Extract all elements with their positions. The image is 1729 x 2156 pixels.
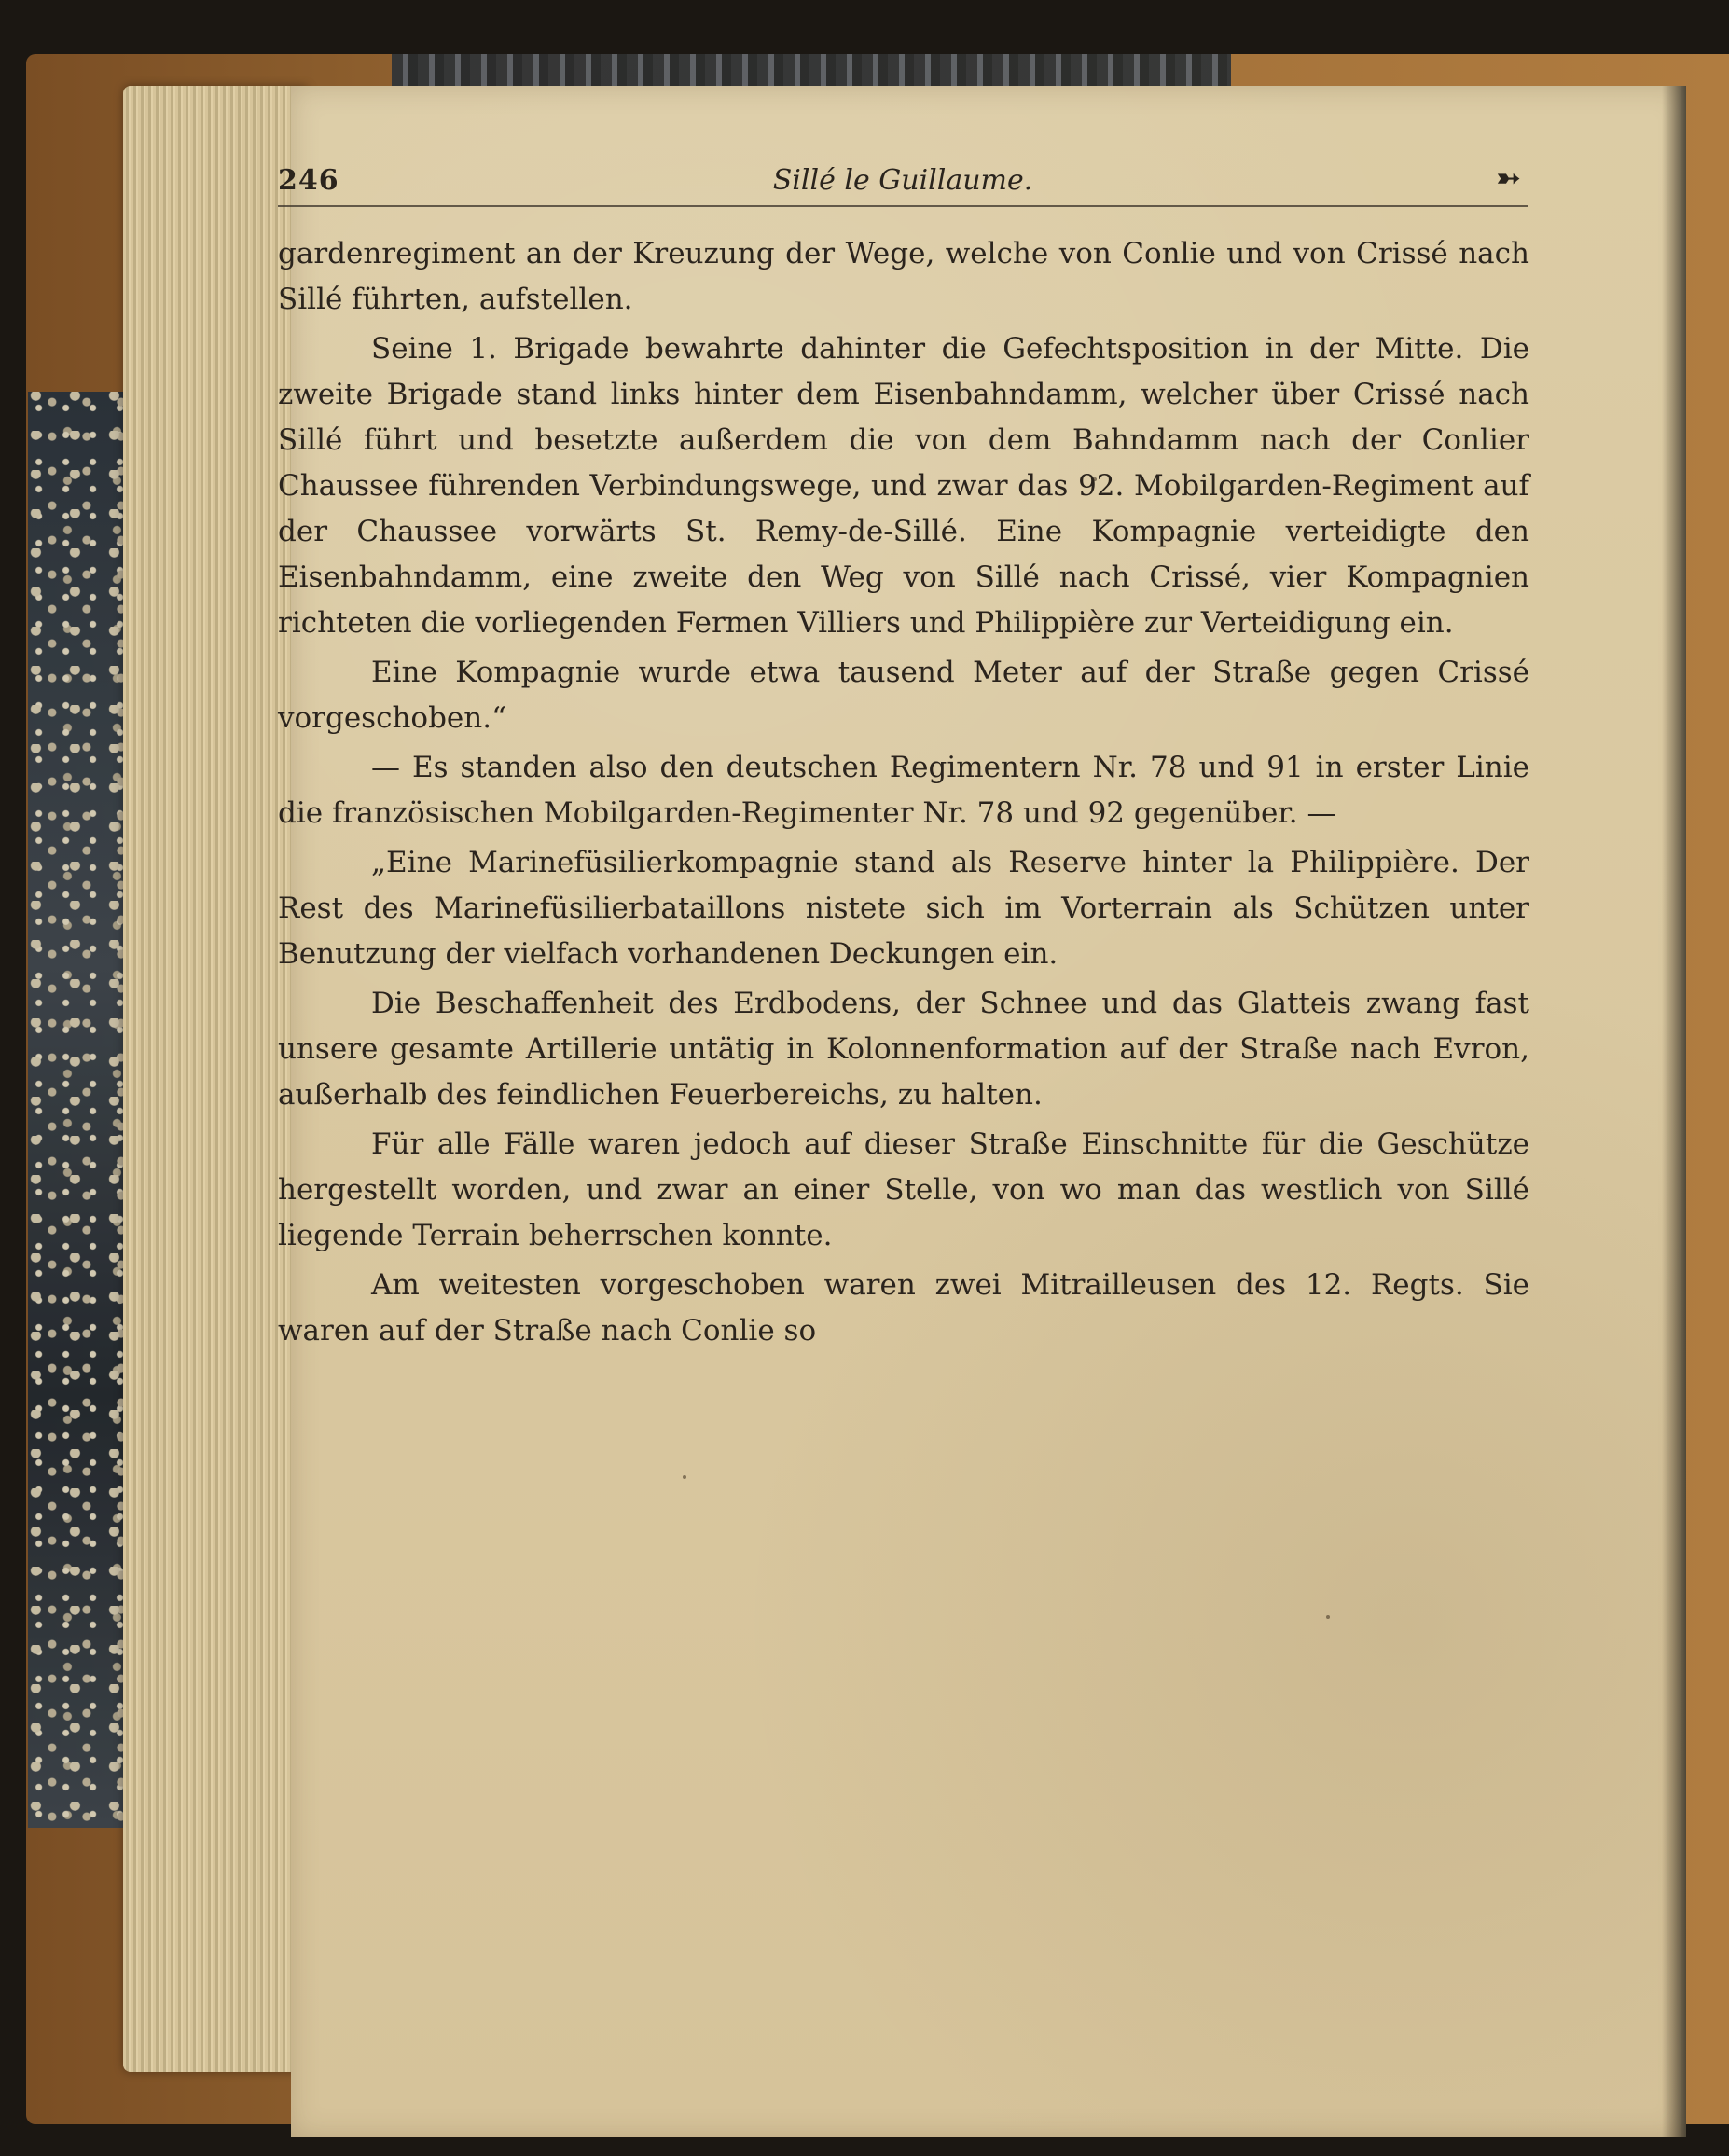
header-rule bbox=[278, 205, 1528, 207]
paragraph: Für alle Fälle waren jedoch auf dieser Straße Einschnitte für die Geschütze hergestellt worden, und zwar an einer Stelle, von wo man das westlich von Sillé liegende Terrain beherrschen konnte. bbox=[278, 1127, 1529, 1252]
paragraph: Eine Kompagnie wurde etwa tausend Meter auf der Straße gegen Crissé vorgeschoben.“ bbox=[278, 656, 1529, 735]
page-gutter-shadow bbox=[1662, 86, 1686, 2137]
page-body bbox=[278, 231, 1529, 1354]
running-title: Sillé le Guillaume. bbox=[772, 164, 1033, 197]
header-ornament-icon: ➳ bbox=[1496, 162, 1520, 195]
paragraph: — Es standen also den deutschen Regimentern Nr. 78 und 91 in erster Linie die französischen Mobilgarden-Regimenter Nr. 78 und 92 gegenüber. — bbox=[278, 751, 1529, 830]
paragraph: Seine 1. Brigade bewahrte dahinter die Gefechtsposition in der Mitte. Die zweite Brigade stand links hinter dem Eisenbahndamm, welcher über Crissé nach Sillé führt und besetzte außerdem die von dem Bahndamm nach der Conlier Chaussee führenden Verbindungswege, und zwar das 92. Mobilgarden-Regiment auf der Chaussee vorwärts St. Remy-de-Sillé. Eine Kompagnie verteidigte den Eisenbahndamm, eine zweite den Weg von Sillé nach Crissé, vier Kompagnien richteten die vorliegenden Fermen Villiers und Philippière zur Verteidigung ein. bbox=[278, 332, 1529, 640]
paragraph: Die Beschaffenheit des Erdbodens, der Schnee und das Glatteis zwang fast unsere gesamte Artillerie untätig in Kolonnenformation auf der Straße nach Evron, außerhalb des feindlichen Feuerbereichs, zu halten. bbox=[278, 987, 1529, 1112]
paper-fleck bbox=[683, 1475, 686, 1479]
paragraph: Am weitesten vorgeschoben waren zwei Mitrailleusen des 12. Regts. Sie waren auf der Straße nach Conlie so bbox=[278, 1268, 1529, 1348]
running-head bbox=[278, 164, 1528, 198]
paper-fleck bbox=[1326, 1615, 1330, 1619]
page-number: 246 bbox=[278, 164, 339, 197]
paragraph: „Eine Marinefüsilierkompagnie stand als Reserve hinter la Philippière. Der Rest des Marinefüsilierbataillons nistete sich im Vorterrain als Schützen unter Benutzung der vielfach vorhandenen Deckungen ein. bbox=[278, 846, 1529, 971]
paragraph: gardenregiment an der Kreuzung der Wege, welche von Conlie und von Crissé nach Sillé führten, aufstellen. bbox=[278, 237, 1529, 316]
